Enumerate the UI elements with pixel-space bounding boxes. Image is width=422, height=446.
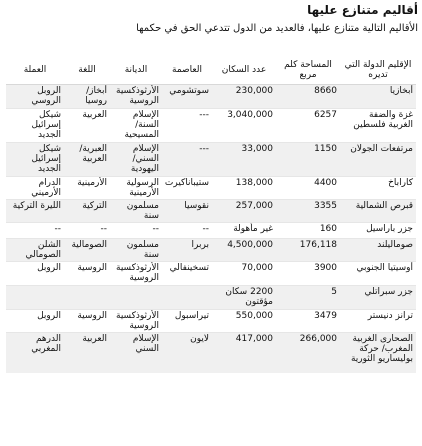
table-row	[6, 310, 416, 333]
cell-religion: الإسلام السني/ اليهودية	[110, 143, 162, 177]
cell-area: 176,118	[276, 239, 340, 262]
table-header	[6, 56, 416, 85]
cell-population: 33,000	[212, 143, 276, 177]
cell-area: 8660	[276, 85, 340, 109]
cell-currency	[6, 286, 64, 310]
cell-currency: الدرام الأرميني	[6, 177, 64, 200]
cell-religion: الأرثوذكسية الروسية	[110, 262, 162, 286]
cell-currency: الدرهم المغربي	[6, 333, 64, 373]
cell-area: 5	[276, 286, 340, 310]
cell-religion: مسلمون سنة	[110, 200, 162, 223]
header-currency: العملة	[6, 56, 64, 85]
cell-territory: جزر سبراتلي	[340, 286, 416, 310]
cell-language: الروسية	[64, 310, 110, 333]
cell-currency: الروبل	[6, 310, 64, 333]
header-row	[6, 56, 416, 85]
cell-religion: الأرثوذكسية الروسية	[110, 310, 162, 333]
cell-capital: ستيباناكيرت	[162, 177, 212, 200]
cell-population: 257,000	[212, 200, 276, 223]
table-row	[6, 143, 416, 177]
cell-population: 70,000	[212, 262, 276, 286]
cell-language: التركية	[64, 200, 110, 223]
cell-territory: جزر باراسيل	[340, 223, 416, 239]
cell-language	[64, 286, 110, 310]
cell-language: أبخاز/ روسيا	[64, 85, 110, 109]
cell-capital: --	[162, 223, 212, 239]
header-religion: الديانة	[110, 56, 162, 85]
cell-currency: الليرة التركية	[6, 200, 64, 223]
cell-language: الأرمينية	[64, 177, 110, 200]
cell-capital: تسخينفالي	[162, 262, 212, 286]
table-body	[6, 85, 416, 373]
cell-currency: شيكل إسرائيل الجديد	[6, 143, 64, 177]
cell-population: غير مأهولة	[212, 223, 276, 239]
cell-population: 3,040,000	[212, 109, 276, 143]
cell-currency: الروبل الروسي	[6, 85, 64, 109]
table-row	[6, 200, 416, 223]
cell-population: 550,000	[212, 310, 276, 333]
cell-language: العبرية/ العربية	[64, 143, 110, 177]
cell-language: --	[64, 223, 110, 239]
page-subtitle: الأقاليم التالية متنازع عليها، فالعديد من الدول تتدعي الحق في حكمها	[136, 23, 418, 34]
cell-language: العربية	[64, 333, 110, 373]
cell-capital: لايون	[162, 333, 212, 373]
cell-territory: قبرص الشمالية	[340, 200, 416, 223]
cell-territory: كاراباخ	[340, 177, 416, 200]
cell-territory: ترانز دنيستر	[340, 310, 416, 333]
cell-language: الروسية	[64, 262, 110, 286]
cell-language: الصومالية	[64, 239, 110, 262]
cell-religion	[110, 286, 162, 310]
cell-capital: نقوسيا	[162, 200, 212, 223]
cell-area: 1150	[276, 143, 340, 177]
cell-population: 4,500,000	[212, 239, 276, 262]
territories-table	[6, 56, 416, 373]
cell-population: 138,000	[212, 177, 276, 200]
table-row	[6, 223, 416, 239]
table-row	[6, 239, 416, 262]
page-title: أقاليم متنازع عليها	[307, 3, 418, 17]
cell-currency: --	[6, 223, 64, 239]
cell-religion: الإسلام السني	[110, 333, 162, 373]
cell-currency: شيكل إسرائيل الجديد	[6, 109, 64, 143]
territories-table-wrapper	[6, 56, 416, 440]
cell-language: العربية	[64, 109, 110, 143]
header-capital: العاصمة	[162, 56, 212, 85]
header-language: اللغة	[64, 56, 110, 85]
cell-religion: الأرثوذكسية الروسية	[110, 85, 162, 109]
cell-religion: الإسلام السنة/ المسيحية	[110, 109, 162, 143]
cell-capital	[162, 286, 212, 310]
table-row	[6, 177, 416, 200]
header-territory: الإقليم الدولة التي تديره	[340, 56, 416, 85]
cell-population: 2200 سكان مؤقتون	[212, 286, 276, 310]
cell-capital: سوتشومي	[162, 85, 212, 109]
header-population: عدد السكان	[212, 56, 276, 85]
cell-capital: ---	[162, 143, 212, 177]
cell-capital: تيراسبول	[162, 310, 212, 333]
cell-area: 160	[276, 223, 340, 239]
header-area: المساحة كلم مربع	[276, 56, 340, 85]
table-row	[6, 333, 416, 373]
cell-area: 3355	[276, 200, 340, 223]
cell-territory: غزة والضفة الغربية فلسطين	[340, 109, 416, 143]
cell-currency: الشلن الصومالي	[6, 239, 64, 262]
cell-area: 4400	[276, 177, 340, 200]
cell-area: 266,000	[276, 333, 340, 373]
cell-area: 3479	[276, 310, 340, 333]
cell-capital: بربرا	[162, 239, 212, 262]
cell-religion: --	[110, 223, 162, 239]
cell-territory: أبخازيا	[340, 85, 416, 109]
cell-capital: ---	[162, 109, 212, 143]
table-row	[6, 109, 416, 143]
cell-area: 3900	[276, 262, 340, 286]
cell-population: 230,000	[212, 85, 276, 109]
cell-population: 417,000	[212, 333, 276, 373]
cell-territory: الصحارى الغربية المغرب/ حركة بوليساريو الثورية	[340, 333, 416, 373]
table-row	[6, 286, 416, 310]
cell-religion: الرسولية الأرمينية	[110, 177, 162, 200]
cell-currency: الروبل	[6, 262, 64, 286]
cell-territory: صوماليلند	[340, 239, 416, 262]
table-row	[6, 85, 416, 109]
cell-religion: مسلمون سنة	[110, 239, 162, 262]
table-row	[6, 262, 416, 286]
cell-territory: أوسيتيا الجنوبي	[340, 262, 416, 286]
cell-area: 6257	[276, 109, 340, 143]
cell-territory: مرتفعات الجولان	[340, 143, 416, 177]
